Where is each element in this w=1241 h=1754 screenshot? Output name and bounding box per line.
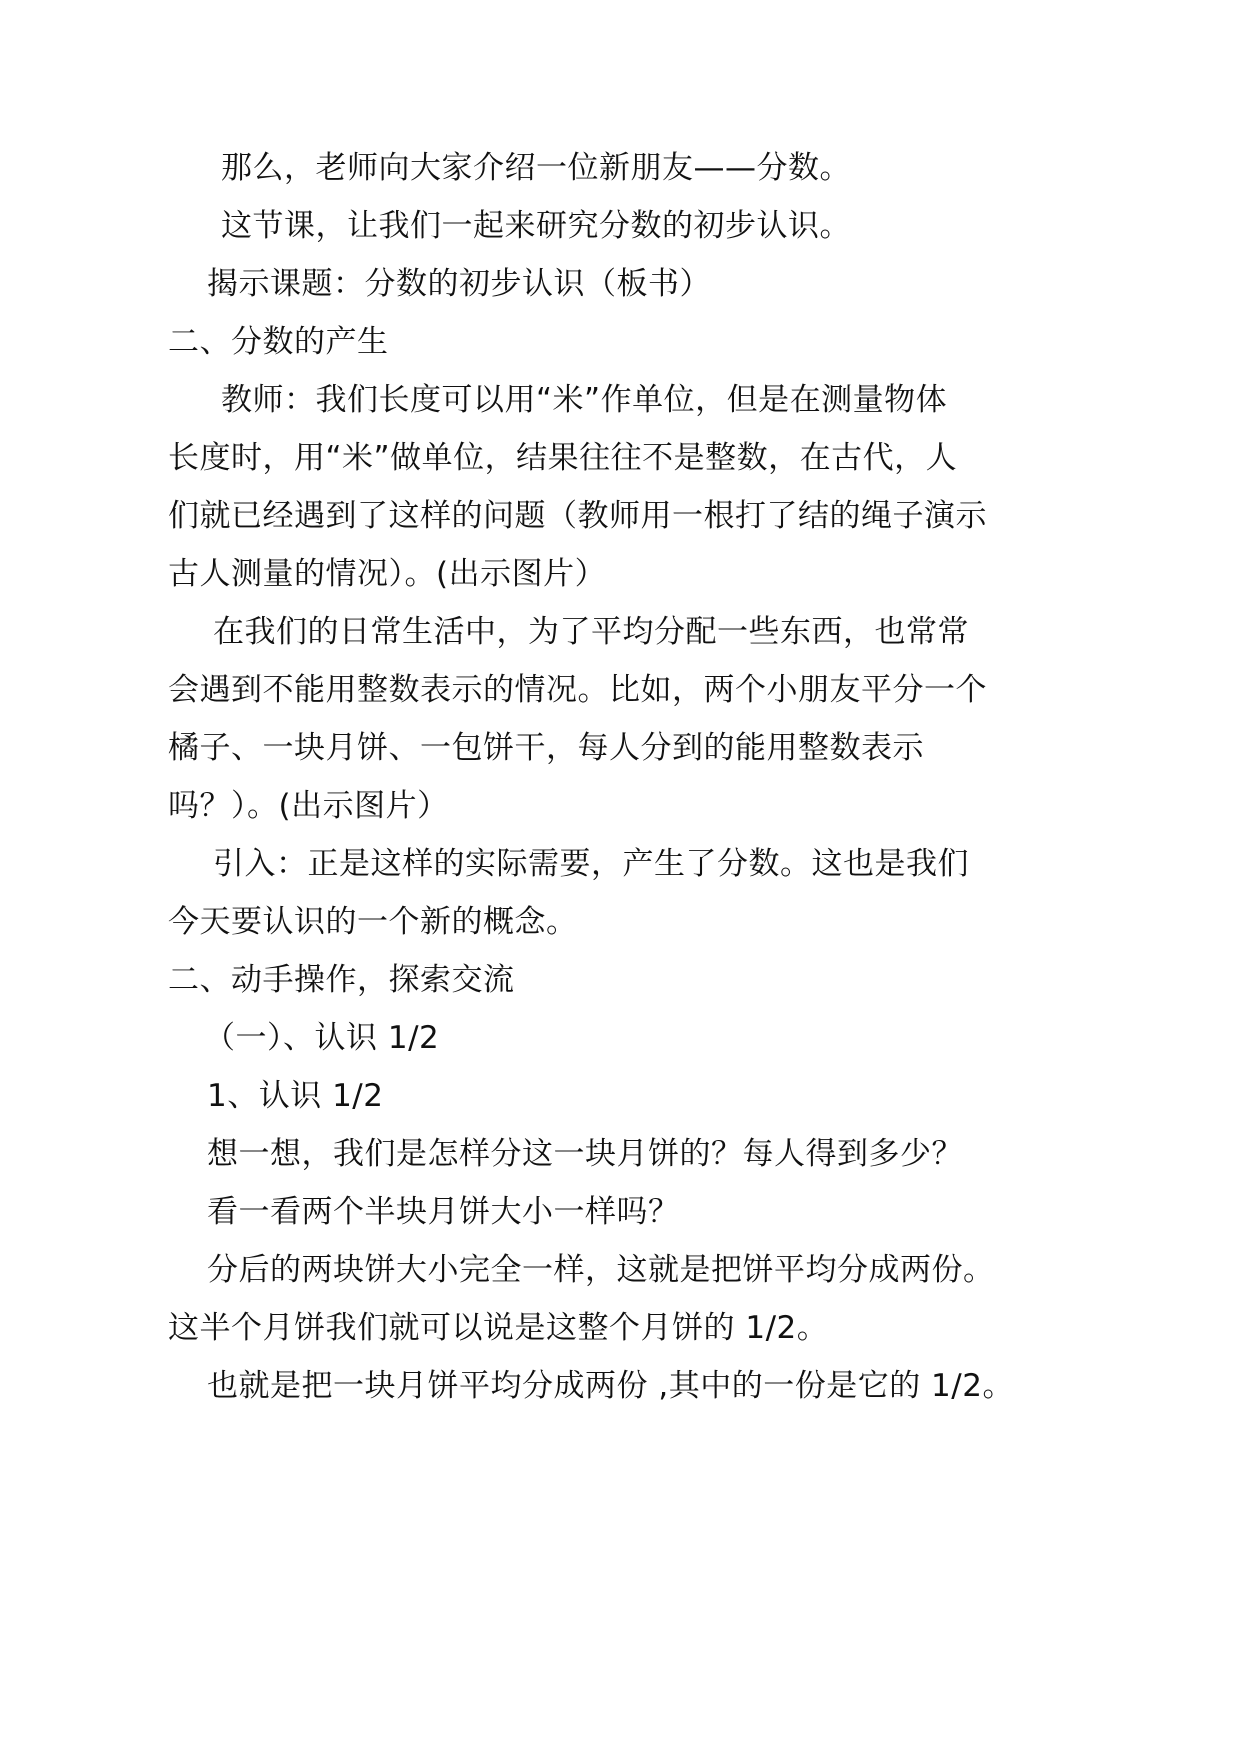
section-heading-2: 二、动手操作，探索交流	[168, 962, 515, 998]
text-line-20: 分后的两块饼大小完全一样，这就是把饼平均分成两份。	[207, 1252, 995, 1288]
text-line-8: 古人测量的情况）。(出示图片）	[168, 556, 607, 592]
text-line-7: 们就已经遇到了这样的问题（教师用一根打了结的绳子演示	[168, 498, 987, 534]
section-heading-1: 二、分数的产生	[168, 324, 389, 360]
text-line-6: 长度时，用“米”做单位，结果往往不是整数，在古代，人	[168, 440, 958, 476]
text-line-5: 教师：我们长度可以用“米”作单位，但是在测量物体	[221, 382, 948, 418]
text-line-10: 会遇到不能用整数表示的情况。比如，两个小朋友平分一个	[168, 672, 987, 708]
text-line-14: 今天要认识的一个新的概念。	[168, 904, 578, 940]
text-line-22: 也就是把一块月饼平均分成两份 ,其中的一份是它的 1/2。	[207, 1368, 1014, 1404]
text-line-11: 橘子、一块月饼、一包饼干，每人分到的能用整数表示	[168, 730, 924, 766]
text-line-13: 引入：正是这样的实际需要，产生了分数。这也是我们	[213, 846, 969, 882]
text-line-18: 想一想，我们是怎样分这一块月饼的？每人得到多少？	[207, 1136, 963, 1172]
text-line-1: 那么，老师向大家介绍一位新朋友——分数。	[221, 150, 851, 186]
subsection-heading-2: 1、认识 1/2	[207, 1078, 384, 1114]
text-line-12: 吗？）。(出示图片）	[168, 788, 449, 824]
subsection-heading-1: （一）、认识 1/2	[204, 1020, 440, 1056]
text-line-19: 看一看两个半块月饼大小一样吗？	[207, 1194, 680, 1230]
text-line-2: 这节课，让我们一起来研究分数的初步认识。	[221, 208, 851, 244]
text-line-9: 在我们的日常生活中，为了平均分配一些东西，也常常	[213, 614, 969, 650]
text-line-21: 这半个月饼我们就可以说是这整个月饼的 1/2。	[168, 1310, 829, 1346]
text-line-3: 揭示课题：分数的初步认识（板书）	[207, 266, 711, 302]
